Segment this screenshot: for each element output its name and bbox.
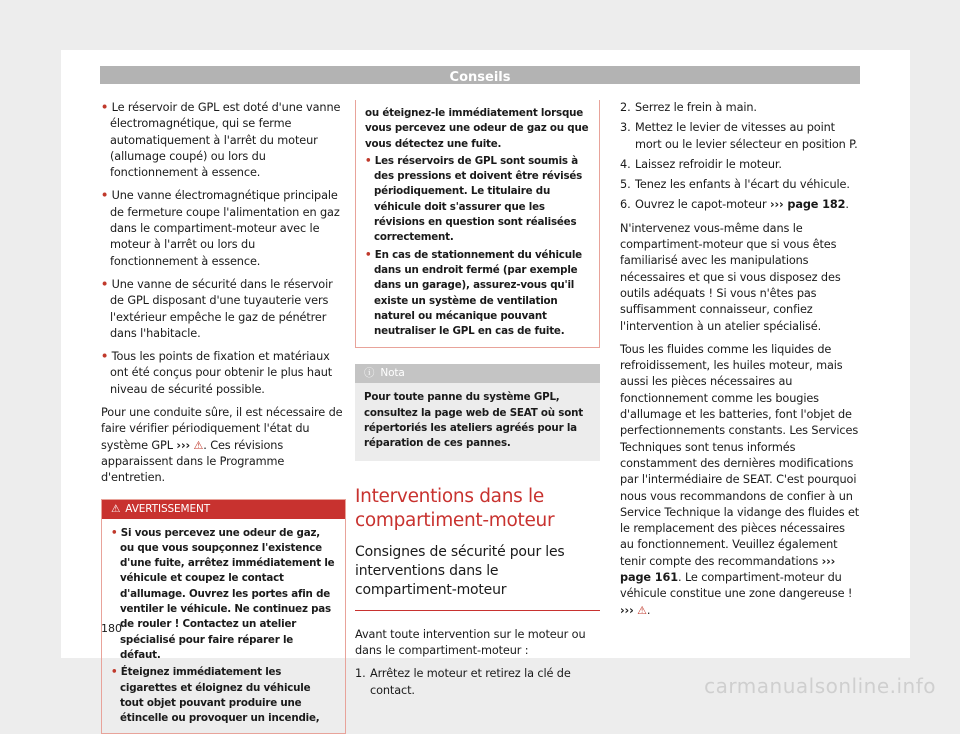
warning-item: • En cas de stationnement du véhicule dans un endroit fermé (par exemple dans un garage), assurez-vous qu'il existe un système de ventilation naturel ou mécanique pouvant neutraliser le GPL en cas de fuite. xyxy=(365,248,582,338)
step-item: 1. Arrêtez le moteur et retirez la clé de contact. xyxy=(355,667,571,697)
bullet-dot-icon: • xyxy=(101,277,109,291)
bullet-dot-icon: • xyxy=(365,154,372,167)
note-body: Pour toute panne du système GPL, consultez la page web de SEAT où sont répertoriés les ateliers agréés pour la réparation de ces pannes. xyxy=(364,391,583,450)
cross-reference-arrow[interactable]: ››› xyxy=(176,438,191,452)
bullet-item: • Le réservoir de GPL est doté d'une vanne électromagnétique, qui se ferme automatiquement à l'arrêt du moteur (allumage coupé) ou lors du fonctionnement à essence. xyxy=(101,101,341,180)
bullet-dot-icon: • xyxy=(101,189,109,203)
page-reference-link[interactable]: ››› page 161 xyxy=(620,554,836,585)
warning-item: • Éteignez immédiatement les cigarettes et éloignez du véhicule tout objet pouvant produire une étincelle ou provoquer un incendie, xyxy=(111,666,320,725)
note-header: ⓘ Nota xyxy=(355,364,600,383)
page-reference-link[interactable]: ››› page 182 xyxy=(769,198,846,212)
note-box xyxy=(355,364,600,460)
watermark: carmanualsonline.info xyxy=(704,674,936,698)
warning-body xyxy=(102,519,345,734)
bullet-dot-icon: • xyxy=(111,666,118,679)
warning-triangle-icon[interactable]: ⚠ xyxy=(193,438,204,452)
step-item: 4. Laissez refroidir le moteur. xyxy=(620,157,782,171)
bullet-item: • Une vanne de sécurité dans le réservoir de GPL disposant d'une tuyauterie vers l'extérieur empêche le gaz de pénétrer dans l'habitacle. xyxy=(101,277,333,340)
bullet-dot-icon: • xyxy=(365,248,372,261)
fluids-paragraph: Tous les fluides comme les liquides de refroidissement, les huiles moteur, mais aussi les pièces nécessaires au fonctionnement comme les bougies d'allumage et les batteries, font l'objet de perfectionnements constants. Les Services Techniques sont tenus informés constamment des dernières modifications par l'intermédiaire de SEAT. C'est pourquoi nous vous recommandons de confier à un Service Technique la vidange des fluides et le remplacement des pièces nécessaires au fonctionnement. Veuillez également tenir compte des recommandations ››› page 161. Le compartiment-moteur du véhicule constitue une zone dangereuse ! ››› ⚠. xyxy=(620,342,860,617)
bullet-dot-icon: • xyxy=(101,350,109,364)
page-number: 180 xyxy=(101,622,122,635)
cross-reference-arrow[interactable]: ››› xyxy=(620,603,634,617)
warning-triangle-icon[interactable]: ⚠ xyxy=(637,603,647,617)
section-intro: Avant toute intervention sur le moteur ou dans le compartiment-moteur : xyxy=(355,627,586,657)
expertise-paragraph: N'intervenez vous-même dans le compartiment-moteur que si vous êtes familiarisé avec les manipulations nécessaires et que si vous disposez des outils adéquats ! Si vous n'êtes pas suffisamment connaisseur, confiez l'intervention à un atelier spécialisé. xyxy=(620,221,841,333)
step-item: 6. Ouvrez le capot-moteur ››› page 182. xyxy=(620,198,849,212)
column-2 xyxy=(355,100,600,703)
step-item: 2. Serrez le frein à main. xyxy=(620,101,757,114)
warning-item: • Les réservoirs de GPL sont soumis à des pressions et doivent être révisés périodiquement. Le titulaire du véhicule doit s'assurer que les révisions en question sont réalisées correctement. xyxy=(365,154,583,244)
header-title: Conseils xyxy=(449,70,511,85)
section-subtitle: Consignes de sécurité pour les interventions dans le compartiment-moteur xyxy=(355,543,600,611)
warning-box xyxy=(101,499,346,734)
warning-box-continued xyxy=(355,100,600,348)
section-title: Interventions dans le compartiment-moteur xyxy=(355,485,555,531)
warning-item: • Si vous percevez une odeur de gaz, ou que vous soupçonnez l'existence d'une fuite, arrêtez immédiatement le véhicule et coupez le contact d'allumage. Ouvrez les portes afin de ventiler le véhicule. Ne continuez pas de rouler ! Contactez un atelier spécialisé pour faire réparer le défaut. xyxy=(111,526,335,661)
info-icon: ⓘ xyxy=(364,367,375,380)
warning-header: ⚠ AVERTISSEMENT xyxy=(102,500,345,519)
column-1 xyxy=(101,100,346,734)
bullet-dot-icon: • xyxy=(111,526,118,539)
bullet-dot-icon: • xyxy=(101,101,109,114)
step-item: 3. Mettez le levier de vitesses au point mort ou le levier sélecteur en position P. xyxy=(620,121,858,151)
bullet-item: • Une vanne électromagnétique principale de fermeture coupe l'alimentation en gaz dans le compartiment-moteur avec le moteur à l'arrêt ou lors du fonctionnement à essence. xyxy=(101,189,340,268)
header-bar xyxy=(100,66,860,84)
maintenance-paragraph: Pour une conduite sûre, il est nécessaire de faire vérifier périodiquement l'état du système GPL ››› ⚠. Ces révisions apparaissent dans le Programme d'entretien. xyxy=(101,406,343,485)
column-3 xyxy=(620,100,861,626)
warning-triangle-icon: ⚠ xyxy=(111,502,121,515)
warning-continued-text: ou éteignez-le immédiatement lorsque vous percevez une odeur de gaz ou que vous détectez une fuite. xyxy=(365,107,589,150)
bullet-item: • Tous les points de fixation et matériaux ont été conçus pour obtenir le plus haut niveau de sécurité possible. xyxy=(101,350,333,396)
step-item: 5. Tenez les enfants à l'écart du véhicule. xyxy=(620,178,850,192)
